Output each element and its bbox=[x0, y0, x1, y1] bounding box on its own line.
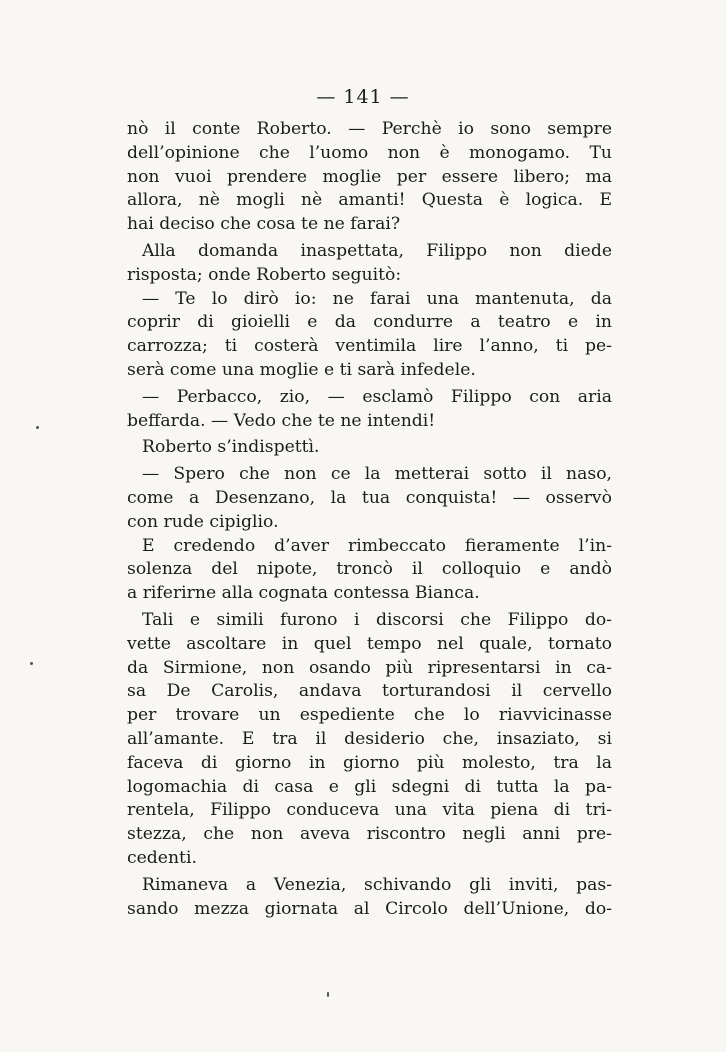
text-line: all’amante. E tra il desiderio che, insaziato, si bbox=[127, 728, 612, 749]
page-number: — 141 — bbox=[316, 86, 410, 108]
text-line: per trovare un espediente che lo riavvicinasse bbox=[127, 705, 612, 726]
text-line: Tali e simili furono i discorsi che Filippo do- bbox=[142, 609, 612, 630]
text-line: Roberto s’indispettì. bbox=[142, 437, 320, 458]
text-line: — Te lo dirò io: ne farai una mantenuta, da bbox=[142, 288, 612, 309]
print-speck bbox=[36, 426, 39, 429]
print-speck bbox=[327, 992, 329, 997]
text-line: coprir di gioielli e da condurre a teatro e in bbox=[127, 312, 612, 333]
text-line: logomachia di casa e gli sdegni di tutta la pa- bbox=[127, 776, 612, 797]
text-line: Rimaneva a Venezia, schivando gli inviti, pas- bbox=[142, 874, 612, 895]
body-text bbox=[127, 118, 612, 921]
text-line: beffarda. — Vedo che te ne intendi! bbox=[127, 410, 436, 431]
text-line: faceva di giorno in giorno più molesto, tra la bbox=[127, 752, 612, 773]
text-line: vette ascoltare in quel tempo nel quale, tornato bbox=[127, 633, 612, 654]
text-line: sa De Carolis, andava torturandosi il cervello bbox=[127, 681, 612, 702]
text-line: con rude cipiglio. bbox=[127, 511, 279, 532]
text-line: — Perbacco, zio, — esclamò Filippo con aria bbox=[142, 386, 612, 407]
text-line: carrozza; ti costerà ventimila lire l’anno, ti pe- bbox=[127, 336, 612, 357]
text-line: a riferirne alla cognata contessa Bianca. bbox=[127, 583, 480, 604]
text-line: nò il conte Roberto. — Perchè io sono sempre bbox=[127, 119, 612, 139]
text-line: rentela, Filippo conduceva una vita piena di tri- bbox=[127, 800, 612, 821]
text-line: hai deciso che cosa te ne farai? bbox=[127, 214, 401, 235]
text-line: solenza del nipote, troncò il colloquio e andò bbox=[127, 559, 612, 580]
text-line: — Spero che non ce la metterai sotto il naso, bbox=[142, 464, 612, 485]
text-line: Alla domanda inaspettata, Filippo non diede bbox=[142, 240, 612, 261]
text-line: risposta; onde Roberto seguitò: bbox=[127, 264, 402, 285]
text-line: non vuoi prendere moglie per essere libero; ma bbox=[127, 166, 612, 187]
text-line: da Sirmione, non osando più ripresentarsi in ca- bbox=[127, 657, 612, 678]
text-line: serà come una moglie e ti sarà infedele. bbox=[127, 359, 476, 380]
text-line: E credendo d’aver rimbeccato fieramente l’in- bbox=[142, 535, 612, 556]
print-speck bbox=[30, 662, 33, 665]
text-line: stezza, che non aveva riscontro negli anni pre- bbox=[127, 824, 612, 845]
text-line: dell’opinione che l’uomo non è monogamo. Tu bbox=[127, 142, 612, 163]
text-line: come a Desenzano, la tua conquista! — osservò bbox=[127, 487, 612, 508]
text-line: cedenti. bbox=[127, 847, 197, 868]
text-line: sando mezza giornata al Circolo dell’Unione, do- bbox=[127, 898, 612, 919]
text-line: allora, nè mogli nè amanti! Questa è logica. E bbox=[127, 190, 612, 211]
